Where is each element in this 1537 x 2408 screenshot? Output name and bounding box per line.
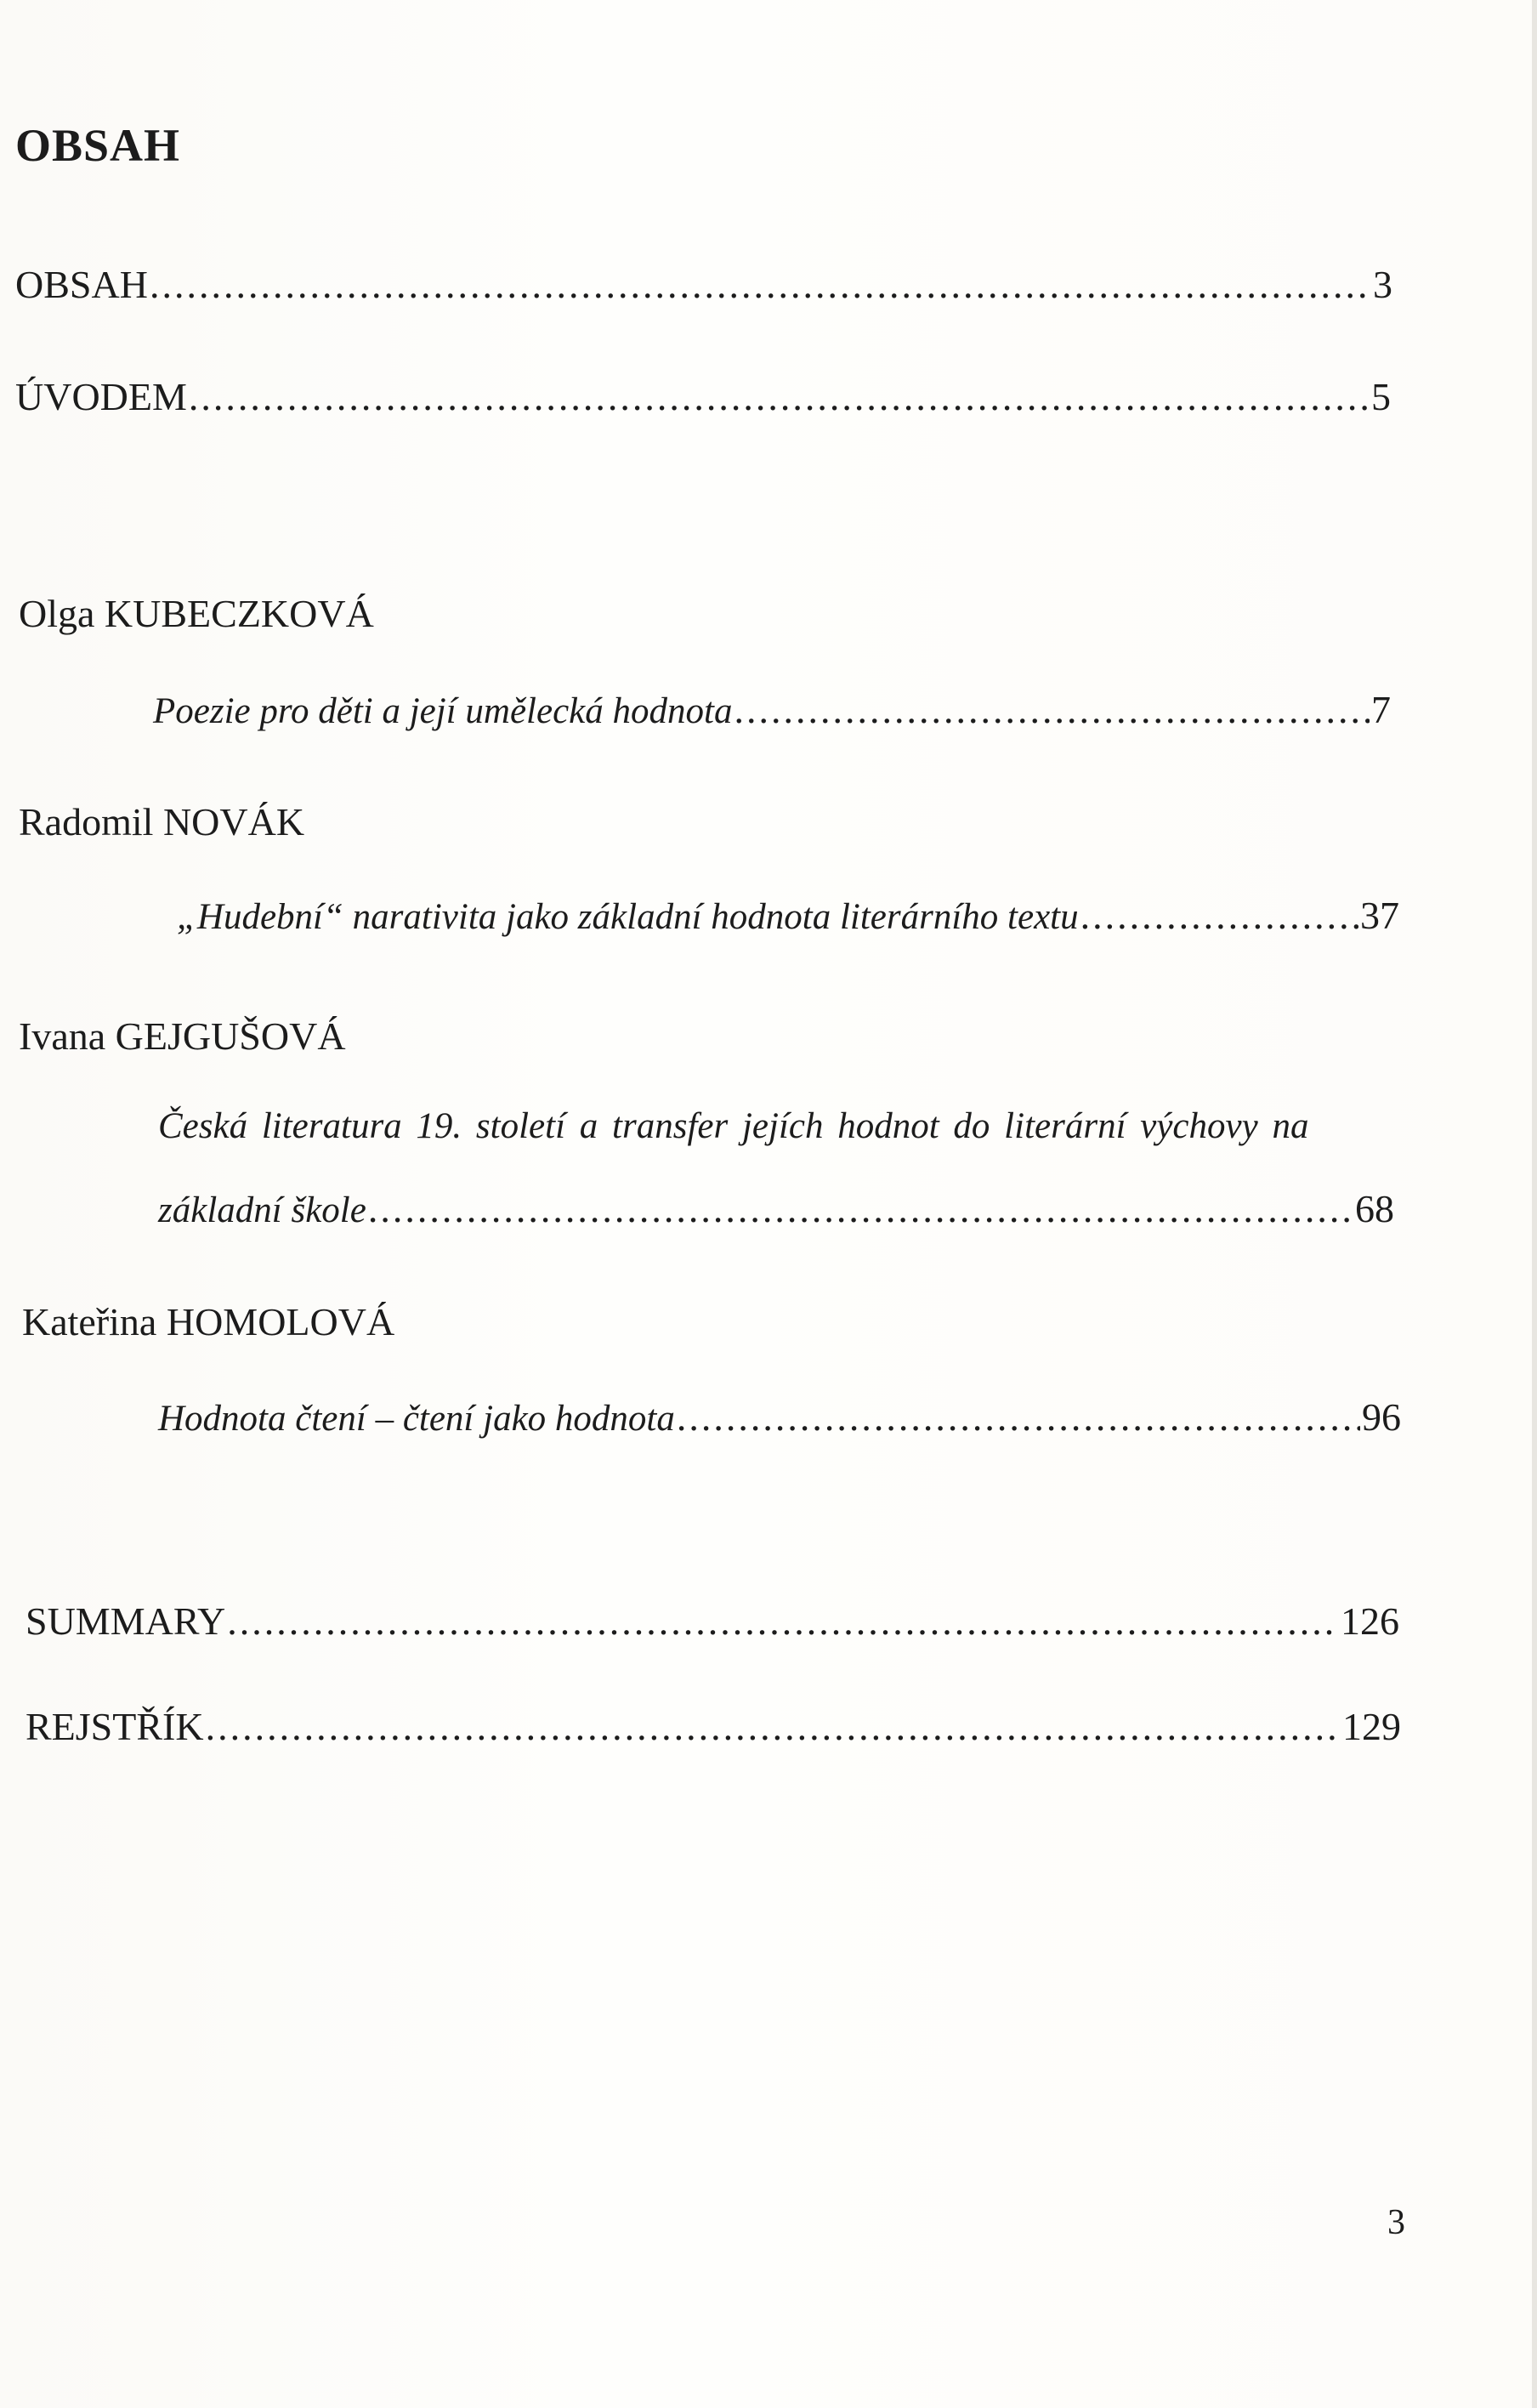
toc-leader-dots [206,1704,1341,1749]
article-author: Olga KUBECZKOVÁ [19,592,374,635]
article-title: Hodnota čtení – čtení jako hodnota [158,1399,675,1439]
toc-page-number: 7 [1371,688,1391,731]
toc-label: REJSTŘÍK [26,1705,204,1748]
page-edge [1532,0,1537,2408]
toc-leader-dots [189,374,1370,419]
toc-entry-rejstrik[interactable] [26,1704,1401,1749]
toc-page-number: 96 [1362,1395,1401,1439]
toc-leader-dots [677,1394,1360,1440]
article-author: Ivana GEJGUŠOVÁ [19,1014,346,1058]
toc-entry-article[interactable] [158,1186,1394,1231]
toc-entry-uvodem[interactable] [15,374,1391,419]
toc-entry-summary[interactable] [26,1599,1399,1644]
toc-entry-article[interactable] [158,1394,1401,1440]
toc-entry-article[interactable] [153,687,1391,732]
page-number: 3 [1387,2203,1405,2242]
toc-label: OBSAH [15,263,148,306]
article-author: Kateřina HOMOLOVÁ [22,1300,395,1343]
toc-page-number: 126 [1341,1599,1399,1643]
page-heading: OBSAH [15,120,181,171]
article-author: Radomil NOVÁK [19,800,305,843]
toc-leader-dots [368,1186,1353,1231]
toc-leader-dots [150,262,1371,307]
article-title: „Hudební“ narativita jako základní hodnota literárního textu [177,897,1079,937]
toc-entry-obsah[interactable] [15,262,1392,307]
toc-label: ÚVODEM [15,375,187,418]
toc-leader-dots [734,687,1370,732]
article-title-line: Česká literatura 19. století a transfer jejích hodnot do literární výchovy na [158,1106,1309,1146]
toc-page-number: 5 [1371,375,1391,418]
toc-entry-article[interactable] [177,893,1399,938]
toc-page-number: 3 [1373,263,1392,306]
toc-page-number: 68 [1355,1187,1394,1230]
article-title-line: základní škole [158,1190,366,1230]
toc-leader-dots [1080,893,1358,938]
article-title: Poezie pro děti a její umělecká hodnota [153,691,733,731]
toc-leader-dots [227,1599,1339,1644]
toc-label: SUMMARY [26,1599,226,1643]
toc-page-number: 37 [1360,894,1399,937]
toc-page-number: 129 [1342,1705,1401,1748]
